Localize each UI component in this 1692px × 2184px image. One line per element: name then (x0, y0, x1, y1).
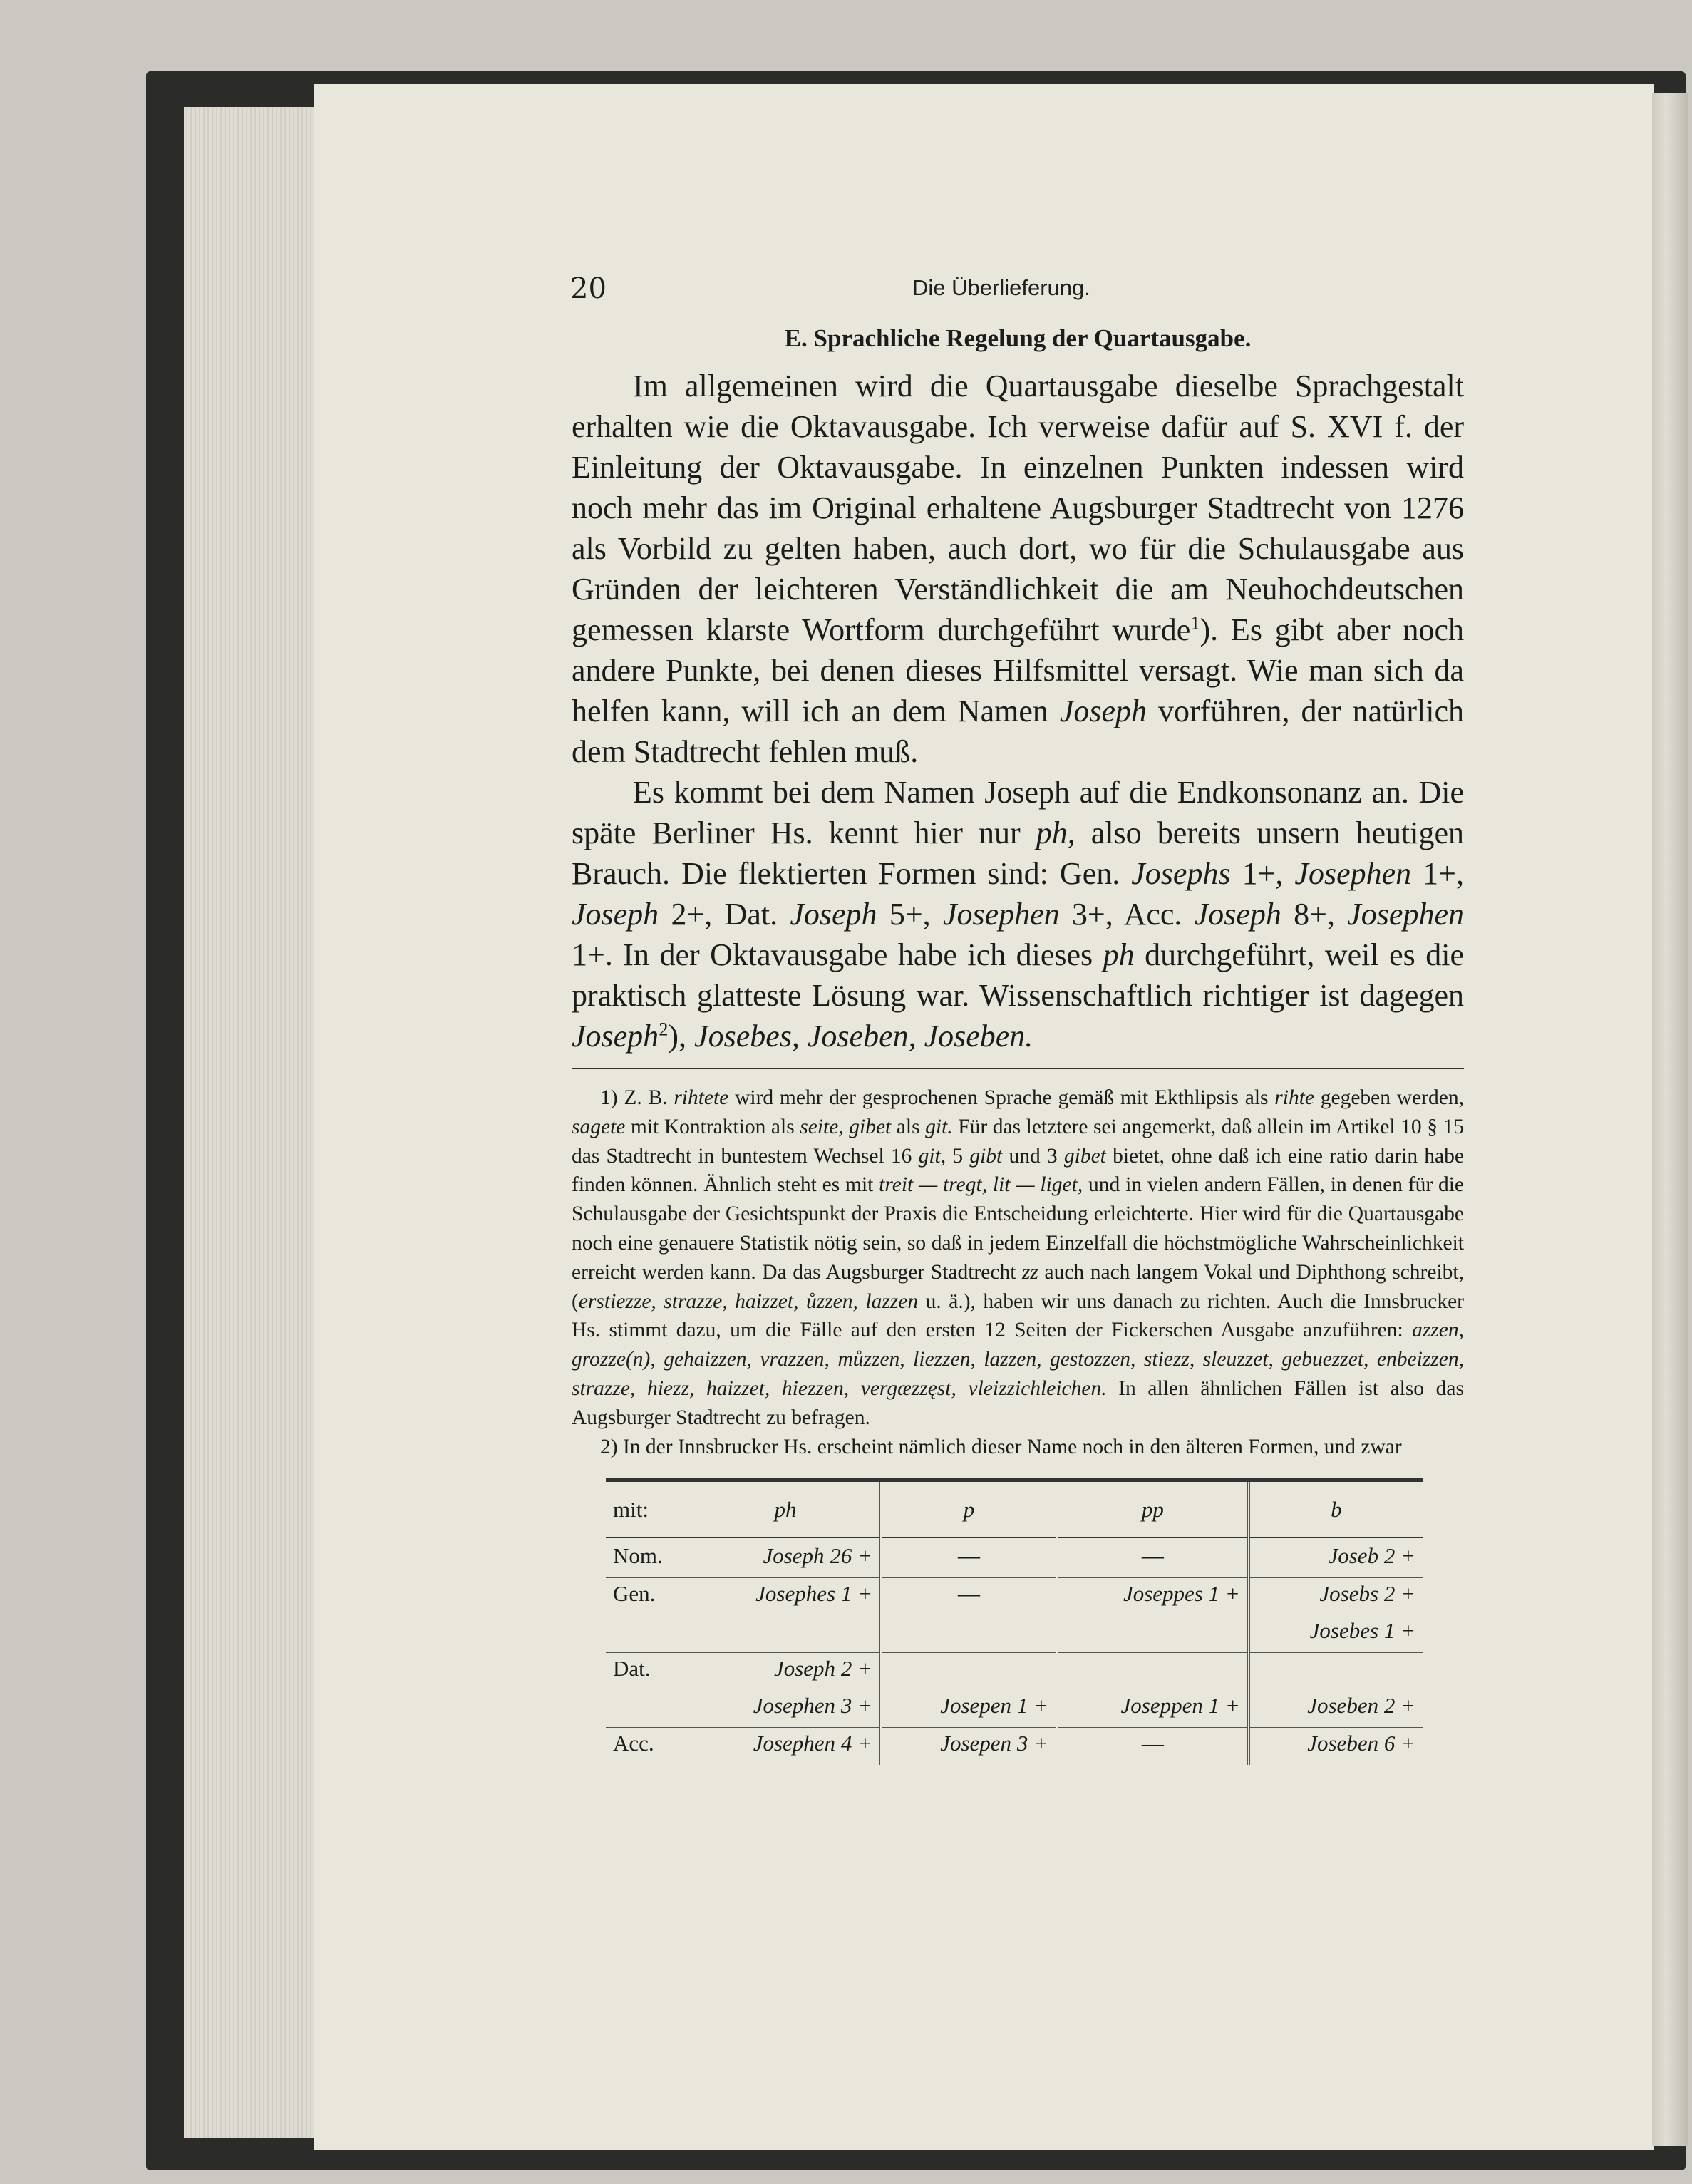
text-italic: sagete (572, 1115, 626, 1138)
table-row (606, 1690, 1423, 1728)
cell-b (1249, 1690, 1423, 1728)
page-content (572, 324, 1464, 1765)
text-italic: erstiezze, strazze, haizzet, ůzzen, lazzen (578, 1289, 919, 1313)
text-italic: seite, gibet (800, 1115, 892, 1138)
text: bietet, ohne daß ich eine ratio darin habe finden können. Ähnlich steht es mit (572, 1144, 1464, 1197)
name-forms-table (606, 1478, 1423, 1765)
form: Josephes (755, 1581, 836, 1607)
cell-ph (691, 1653, 881, 1691)
paragraph-1 (572, 366, 1464, 772)
cell-pp: — (1057, 1728, 1249, 1766)
form: Josephen (753, 1731, 836, 1756)
table-header-row (606, 1480, 1423, 1540)
count: 1 + (1016, 1693, 1048, 1719)
count: 4 + (840, 1731, 872, 1756)
count: 1 + (840, 1581, 872, 1607)
text: und in vielen andern Fällen, in denen für die Schulausgabe der Gesichtspunkt der Praxis die Entscheidung erleichterte. Hier wird für die Quartausgabe noch eine genauere Statistik nötig sein, so daß in jedem Einzelfall die höchstmögliche Wahrscheinlichkeit erreicht werden kann. Da das Augsburger Stadtrecht (572, 1173, 1465, 1284)
text: 3+, Acc. (1059, 897, 1195, 932)
case-label: Gen. (613, 1581, 656, 1607)
form: Joseb (1328, 1543, 1379, 1569)
text: auch nach langem Vokal und Diphthong schreibt, ( (572, 1260, 1464, 1313)
text-italic: git, (918, 1144, 946, 1168)
text: gegeben werden, (1314, 1086, 1464, 1109)
text-italic: Joseph (790, 897, 877, 932)
text: 8+, (1281, 897, 1348, 932)
running-title: Die Überlieferung. (912, 275, 1090, 300)
count: 2 + (1383, 1581, 1415, 1607)
text: ). Es gibt aber noch andere Punkte, bei denen dieses Hilfsmittel versagt. Wie man sich da helfen kann, will ich an dem Namen (572, 612, 1465, 728)
form: Josepen (940, 1731, 1012, 1756)
text-italic: gibt (969, 1144, 1003, 1168)
count: 3 + (1016, 1731, 1048, 1756)
form: Joseben (1307, 1693, 1379, 1719)
section-title: E. Sprachliche Regelung der Quartausgabe. (784, 324, 1252, 352)
cell-p: — (881, 1539, 1057, 1578)
text: 5+, (877, 897, 943, 932)
text: 1) Z. B. (600, 1086, 674, 1109)
count: 6 + (1383, 1731, 1415, 1756)
text: Es kommt bei dem Namen Joseph auf die Endkonsonanz an. Die späte Berliner Hs. kennt hier nur (572, 775, 1464, 850)
page-number: 20 (570, 272, 607, 305)
text: 1+, (1230, 856, 1295, 891)
cell-ph (691, 1578, 881, 1616)
form: Joseben (1307, 1731, 1379, 1756)
cell-ph (691, 1539, 881, 1578)
text: wird mehr der gesprochenen Sprache gemäß mit Ekthlipsis als (728, 1086, 1275, 1109)
count: 26 + (830, 1543, 872, 1569)
text: 1+. In der Oktavausgabe habe ich dieses (572, 937, 1103, 972)
header-b: b (1331, 1497, 1342, 1523)
cell-b (1249, 1578, 1423, 1616)
count: 2 + (1383, 1543, 1415, 1569)
table-row (606, 1539, 1423, 1578)
case-label: Dat. (613, 1656, 651, 1681)
text: also bereits unsern heutigen Brauch. Die flektierten Formen sind: Gen. (572, 815, 1464, 891)
text-italic: rihtete (674, 1086, 729, 1109)
page-edges (184, 107, 319, 2138)
form: Josebs (1319, 1581, 1379, 1607)
footnote-2: 2) In der Innsbrucker Hs. erscheint nämlich dieser Name noch in den älteren Formen, und zwar (600, 1435, 1402, 1458)
cell-pp (1057, 1690, 1249, 1728)
text-italic: gibet (1063, 1144, 1106, 1168)
text-italic: ph (1103, 937, 1135, 972)
text: u. ä.), haben wir uns danach zu richten. Auch die Innsbrucker Hs. stimmt dazu, um die Fälle auf den ersten 12 Seiten der Fickerschen Ausgabe anzuführen: (572, 1289, 1464, 1342)
cell-pp: — (1057, 1539, 1249, 1578)
cell-b (1249, 1539, 1423, 1578)
text: und 3 (1002, 1144, 1064, 1168)
cell-b (1249, 1615, 1423, 1653)
count: 2 + (840, 1656, 872, 1681)
cell-pp (1057, 1578, 1249, 1616)
text: mit Kontraktion als (625, 1115, 800, 1138)
text-italic: Josephs (1131, 856, 1231, 891)
text-italic: Josephen (1347, 897, 1464, 932)
cell-p (881, 1690, 1057, 1728)
form: Josephen (753, 1693, 836, 1719)
table-row (606, 1578, 1423, 1616)
facing-page-edge (1652, 93, 1688, 2146)
count: 2 + (1383, 1693, 1415, 1719)
footnote-ref-2[interactable]: 2 (659, 1018, 669, 1040)
table-row (606, 1615, 1423, 1653)
cell-b (1249, 1728, 1423, 1766)
form: Josebes (1309, 1618, 1379, 1644)
text-italic: Joseph (572, 1019, 659, 1054)
table-row (606, 1728, 1423, 1766)
text-italic: git. (925, 1115, 953, 1138)
form: Joseppen (1120, 1693, 1203, 1719)
text: durchgeführt, weil es die praktisch glatteste Lösung war. Wissenschaftlich richtiger ist dagegen (572, 937, 1465, 1013)
text: als (891, 1115, 926, 1138)
text-italic: zz (1021, 1260, 1038, 1284)
header-pp: pp (1057, 1480, 1249, 1540)
case-label: Acc. (613, 1731, 654, 1756)
text: Im allgemeinen wird die Quartausgabe dieselbe Sprachgestalt erhalten wie die Oktavausgabe. Ich verweise dafür auf S. XVI f. der Einleitung der Oktavausgabe. In einzelnen Punkten indessen wird noch mehr das im Original erhaltene Augsburger Stadtrecht von 1276 als Vorbild zu gelten haben, auch dort, wo für die Schulausgabe aus Gründen der leichteren Verständlichkeit die am Neuhochdeutschen gemessen klarste Wortform durchgeführt wurde (572, 369, 1464, 647)
footnote-1 (572, 1083, 1464, 1433)
text-italic: Josephen (1294, 856, 1412, 891)
cell-p: — (881, 1578, 1057, 1616)
text-italic: Joseph (1194, 897, 1281, 932)
text-italic: Joseph (1059, 694, 1147, 728)
text: 2+, Dat. (659, 897, 790, 932)
text-italic: Josebes, Joseben, Joseben. (694, 1019, 1033, 1054)
text: Für das letztere sei angemerkt, daß allein im Artikel 10 § 15 das Stadtrecht in buntestem Wechsel 16 (572, 1115, 1464, 1168)
text: 5 (946, 1144, 970, 1168)
cell-ph (691, 1690, 881, 1728)
form: Joseph (763, 1543, 825, 1569)
text: vorführen, der natürlich dem Stadtrecht fehlen muß. (572, 694, 1464, 769)
form: Josepen (940, 1693, 1012, 1719)
page-header (0, 272, 1692, 315)
form: Joseppes (1123, 1581, 1203, 1607)
header-p: p (881, 1480, 1057, 1540)
footnote-ref-1[interactable]: 1 (1190, 612, 1200, 634)
table-row (606, 1653, 1423, 1691)
footnote-rule (572, 1068, 1464, 1069)
text-italic: azzen, grozze(n), gehaizzen, vrazzen, můzzen, liezzen, lazzen, gestozzen, stiezz, sleuzzet, gebuezzet, enbeizzen, strazze, hiezz, haizzet, hiezzen, vergæzzęst, vleizzichleichen. (572, 1319, 1464, 1400)
text: ), (668, 1019, 695, 1054)
text: 1+, (1411, 856, 1464, 891)
form: Joseph (773, 1656, 836, 1681)
paragraph-2 (572, 772, 1464, 1056)
cell-p (881, 1728, 1057, 1766)
text: In allen ähnlichen Fällen ist also das Augsburger Stadtrecht zu befragen. (572, 1376, 1465, 1429)
text-italic: treit — tregt, lit — liget, (879, 1173, 1083, 1197)
count: 1 + (1383, 1618, 1415, 1644)
text-italic: Josephen (942, 897, 1060, 932)
count: 3 + (840, 1693, 872, 1719)
text-italic: rihte (1274, 1086, 1314, 1109)
text-italic: Joseph (572, 897, 659, 932)
case-label: Nom. (613, 1543, 663, 1569)
count: 1 + (1208, 1581, 1240, 1607)
cell-ph (691, 1728, 881, 1766)
count: 1 + (1208, 1693, 1240, 1719)
header-mit: mit: (613, 1497, 649, 1523)
text-italic: ph, (1036, 815, 1075, 850)
header-ph: ph (691, 1480, 881, 1540)
